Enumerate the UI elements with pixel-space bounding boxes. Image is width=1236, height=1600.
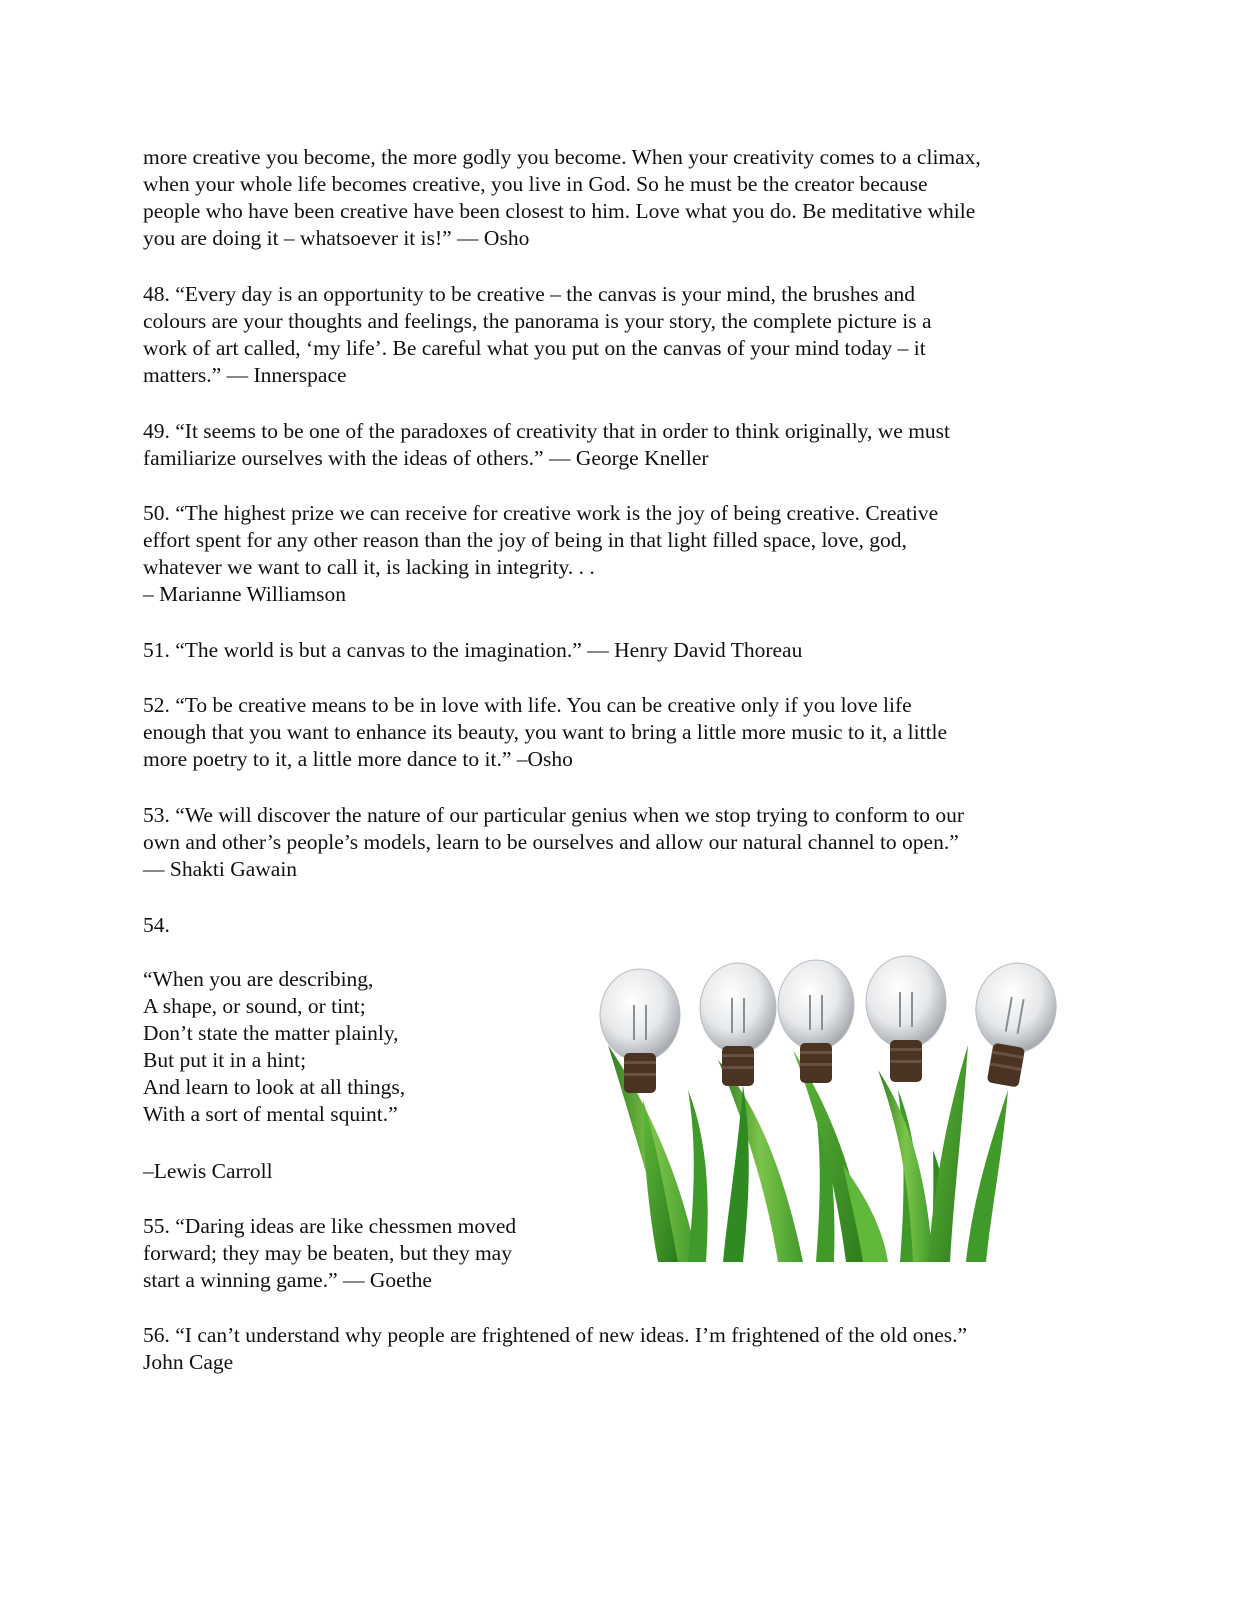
poem-line: A shape, or sound, or tint;	[143, 994, 366, 1018]
poem-line: “When you are describing,	[143, 967, 374, 991]
text-line: start a winning game.” — Goethe	[143, 1268, 432, 1292]
text-line: –Lewis Carroll	[143, 1159, 273, 1183]
text-line: 56. “I can’t understand why people are frightened of new ideas. I’m frightened of the old ones.”	[143, 1323, 968, 1347]
text-line: when your whole life becomes creative, you live in God. So he must be the creator because	[143, 172, 928, 196]
poem-line: But put it in a hint;	[143, 1048, 307, 1072]
text-line: 51. “The world is but a canvas to the imagination.” — Henry David Thoreau	[143, 638, 803, 662]
text-line: – Marianne Williamson	[143, 582, 346, 606]
poem-line: And learn to look at all things,	[143, 1075, 406, 1099]
text-line: 54.	[143, 913, 170, 937]
text-line: own and other’s people’s models, learn to be ourselves and allow our natural channel to open.”	[143, 830, 959, 854]
poem-line: With a sort of mental squint.”	[143, 1102, 398, 1126]
text-line: 50. “The highest prize we can receive for creative work is the joy of being creative. Creative	[143, 501, 939, 525]
text-line: 53. “We will discover the nature of our particular genius when we stop trying to conform to our	[143, 803, 965, 827]
text-line: familiarize ourselves with the ideas of others.” — George Kneller	[143, 446, 709, 470]
text-line: more creative you become, the more godly you become. When your creativity comes to a climax,	[143, 145, 981, 169]
text-line: people who have been creative have been closest to him. Love what you do. Be meditative while	[143, 199, 976, 223]
text-line: forward; they may be beaten, but they may	[143, 1241, 512, 1265]
text-line: 52. “To be creative means to be in love with life. You can be creative only if you love life	[143, 693, 912, 717]
text-line: — Shakti Gawain	[143, 857, 298, 881]
text-line: enough that you want to enhance its beauty, you want to bring a little more music to it, a little	[143, 720, 948, 744]
text-line: 49. “It seems to be one of the paradoxes of creativity that in order to think originally, we must	[143, 419, 951, 443]
poem-line: Don’t state the matter plainly,	[143, 1021, 399, 1045]
text-line: John Cage	[143, 1350, 234, 1374]
text-line: whatever we want to call it, is lacking in integrity. . .	[143, 555, 595, 579]
text-line: you are doing it – whatsoever it is!” — Osho	[143, 226, 530, 250]
text-line: matters.” — Innerspace	[143, 363, 347, 387]
text-line: 55. “Daring ideas are like chessmen moved	[143, 1214, 517, 1238]
text-line: work of art called, ‘my life’. Be careful what you put on the canvas of your mind today – it	[143, 336, 926, 360]
text-line: effort spent for any other reason than the joy of being in that light filled space, love, god,	[143, 528, 907, 552]
text-line: more poetry to it, a little more dance to it.” –Osho	[143, 747, 573, 771]
bulbs	[600, 956, 1063, 1093]
text-line: 48. “Every day is an opportunity to be creative – the canvas is your mind, the brushes and	[143, 282, 916, 306]
lightbulb-tulips-icon	[588, 950, 1068, 1262]
text-line: colours are your thoughts and feelings, the panorama is your story, the complete picture is a	[143, 309, 932, 333]
